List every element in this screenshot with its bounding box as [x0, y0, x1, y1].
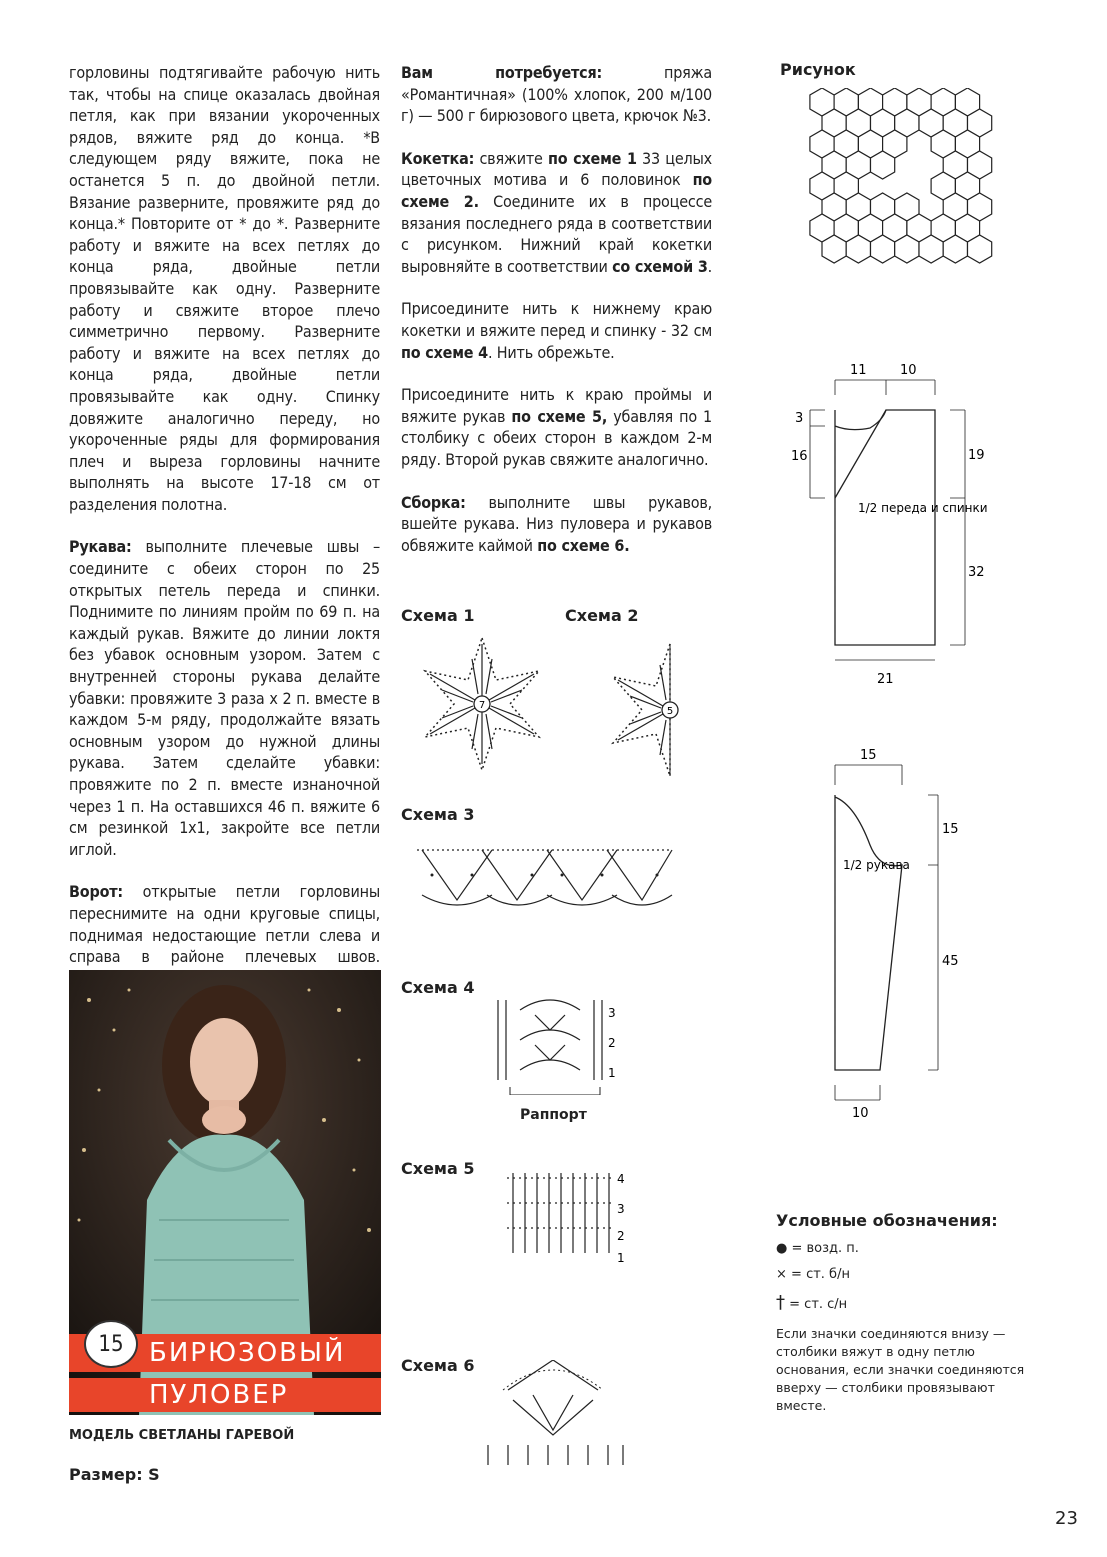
svg-text:4: 4 [617, 1172, 625, 1186]
svg-text:19: 19 [968, 448, 985, 463]
chain-stitch-icon: ● [776, 1241, 788, 1256]
scheme-1-label: Схема 1 [401, 606, 475, 625]
svg-text:3: 3 [608, 1006, 616, 1020]
hexagon-layout-figure [808, 88, 1008, 298]
legend-double-crochet: † = ст. с/н [776, 1292, 848, 1313]
paragraph-body: Присоедините нить к нижнему краю кокетки и вяжите перед и спинку - 32 см по схеме 4. Нить обрежьте. [401, 299, 712, 362]
scheme-4-diagram [490, 995, 630, 1095]
svg-text:1: 1 [608, 1066, 616, 1080]
sleeve-pattern-schema [780, 745, 980, 1125]
scheme-6-label: Схема 6 [401, 1356, 475, 1375]
legend-title: Условные обозначения: [776, 1211, 998, 1230]
paragraph-sleeves: Рукава: выполните плечевые швы – соедините с обеих сторон по 25 открытых петель переда и спинки. Поднимите по линиям пройм по 69 п. на каждый рукав. Вяжите до линии локтя без убавок основным узором. Затем с внутренней стороны рукава делайте убавки: провяжите 3 раза х 2 п. вместе в каждом 5-м ряду, продолжайте вязать основным узором до нужной длины рукава. Затем сделайте убавки: провяжите по 2 п. вместе изнаночной через 1 п. На оставшихся 46 п. вяжите 6 см резинкой 1х1, закройте все петли иглой. [69, 537, 380, 859]
title-banner-line2: ПУЛОВЕР [69, 1378, 381, 1412]
scheme-2-diagram [600, 640, 680, 780]
svg-text:3: 3 [795, 411, 804, 426]
svg-text:21: 21 [877, 672, 894, 687]
svg-text:2: 2 [608, 1036, 616, 1050]
svg-text:1/2 рукава: 1/2 рукава [843, 858, 910, 872]
svg-text:45: 45 [942, 954, 959, 969]
svg-text:10: 10 [852, 1106, 869, 1121]
rapport-label: Раппорт [520, 1107, 587, 1123]
paragraph-yoke: Кокетка: свяжите по схеме 1 33 целых цветочных мотива и 6 половинок по схеме 2. Соедините их в процессе вязания последнего ряда в соответствии с рисунком. Нижний край кокетки выровняйте в соответствии со схемой 3. [401, 148, 713, 276]
text-column-1 [69, 62, 380, 1033]
scheme-3-diagram [412, 840, 677, 918]
svg-text:7: 7 [478, 700, 486, 711]
svg-text:32: 32 [968, 565, 985, 580]
scheme-3-label: Схема 3 [401, 805, 475, 824]
paragraph-assembly: Сборка: выполните швы рукавов, вшейте рукава. Низ пуловера и рукавов обвяжите каймой по схеме 6. [401, 492, 712, 555]
pattern-number-badge: 15 [84, 1320, 138, 1368]
svg-text:5: 5 [666, 706, 674, 717]
svg-text:1/2 переда и спинки: 1/2 переда и спинки [858, 501, 988, 515]
svg-text:2: 2 [617, 1229, 625, 1243]
svg-text:10: 10 [900, 363, 917, 378]
legend-single-crochet: × = ст. б/н [776, 1267, 850, 1282]
scheme-4-label: Схема 4 [401, 978, 475, 997]
scheme-2-label: Схема 2 [565, 606, 639, 625]
paragraph-materials: Вам потребуется: пряжа «Романтичная» (100% хлопок, 200 м/100 г) — 500 г бирюзового цвета, крючок №3. [401, 63, 712, 126]
svg-text:11: 11 [850, 363, 867, 378]
scheme-6-diagram [478, 1360, 628, 1470]
scheme-5-label: Схема 5 [401, 1159, 475, 1178]
title-banner-line1: БИРЮЗОВЫЙ [69, 1334, 381, 1372]
legend-chain: ● = возд. п. [776, 1241, 859, 1256]
body-pattern-schema [780, 360, 1000, 690]
double-crochet-icon: † [776, 1292, 785, 1313]
svg-text:3: 3 [617, 1202, 625, 1216]
paragraph-collar: Ворот: открытые петли горловины переснимите на одни круговые спицы, поднимая недостающие петли слева и справа в районе плечевых швов. [69, 882, 380, 967]
paragraph-sleeve-knit: Присоедините нить к краю проймы и вяжите рукав по схеме 5, убавляя по 1 столбику с обеих сторон в каждом 2-м ряду. Второй рукав свяжите аналогично. [401, 385, 712, 469]
size-label: Размер: S [69, 1465, 160, 1484]
model-author: МОДЕЛЬ СВЕТЛАНЫ ГАРЕВОЙ [69, 1428, 295, 1443]
svg-text:15: 15 [942, 822, 959, 837]
svg-text:15: 15 [860, 748, 877, 763]
svg-text:16: 16 [791, 449, 808, 464]
scheme-1-diagram [420, 633, 544, 775]
scheme-5-diagram [505, 1168, 630, 1268]
single-crochet-icon: × [776, 1267, 787, 1282]
figure-title: Рисунок [780, 60, 856, 79]
paragraph-front-shoulders: горловины подтягивайте рабочую нить так, чтобы на спице оказалась двойная петля, как при вязании укороченных рядов, вяжите ряд до конца. *В следующем ряду вяжите, пока не останется 5 п. до двойной петли. Вязание разверните, провяжите ряд до конца.* Повторите от * до *. Разверните работу и вяжите на всех петлях до конца ряда, двойные петли провязывайте как одну. Разверните работу и свяжите второе плечо симметрично первому. Разверните работу и вяжите на всех петлях до конца ряда, двойные петли провязывайте как одну. Спинку довяжите аналогично переду, но укороченные ряды для формирования плеч и выреза горловины начните выполнять на высоте 17-18 см от разделения полотна. [69, 63, 380, 514]
svg-text:1: 1 [617, 1251, 625, 1265]
legend-note: Если значки соединяются внизу — столбики вяжут в одну петлю основания, если значки соединяются вверху — столбики провязывают вместе. [776, 1326, 1025, 1413]
text-column-2 [401, 62, 712, 556]
page-number: 23 [1055, 1508, 1078, 1529]
